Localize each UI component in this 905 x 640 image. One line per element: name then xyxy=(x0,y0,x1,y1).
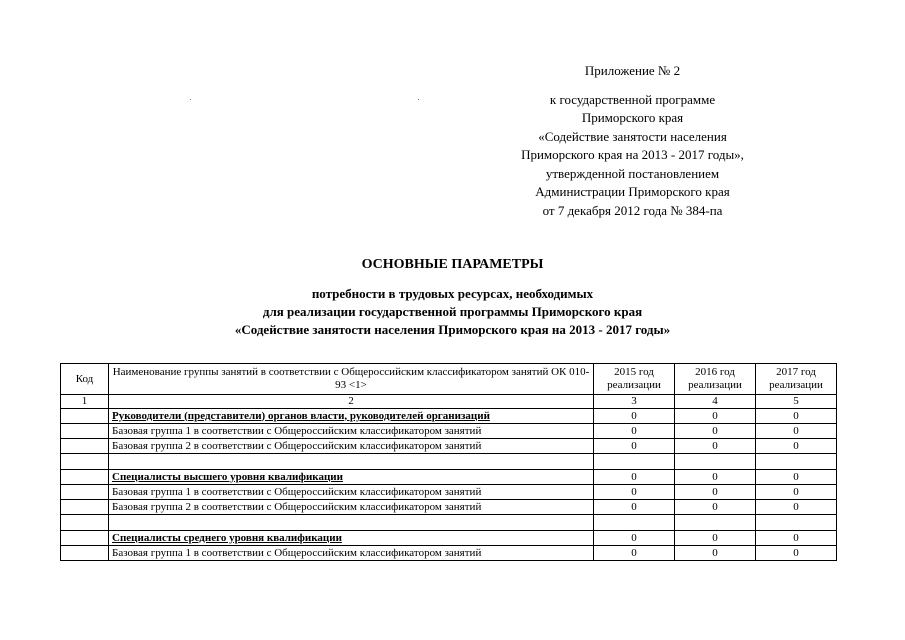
cell-2015 xyxy=(594,515,675,531)
cell-code xyxy=(61,424,109,439)
column-number: 5 xyxy=(756,395,837,409)
appendix-block xyxy=(480,62,785,220)
cell-2017: 0 xyxy=(756,531,837,546)
table-row xyxy=(61,470,837,485)
cell-2017: 0 xyxy=(756,439,837,454)
cell-2017: 0 xyxy=(756,424,837,439)
scan-speck xyxy=(190,99,191,100)
cell-2016: 0 xyxy=(675,424,756,439)
cell-2017: 0 xyxy=(756,470,837,485)
cell-code xyxy=(61,439,109,454)
header-2016: 2016 год реализации xyxy=(675,364,756,395)
column-number: 1 xyxy=(61,395,109,409)
cell-2015: 0 xyxy=(594,424,675,439)
header-2017: 2017 год реализации xyxy=(756,364,837,395)
cell-code xyxy=(61,500,109,515)
table-header-row xyxy=(61,364,837,395)
cell-2015 xyxy=(594,454,675,470)
cell-code xyxy=(61,515,109,531)
column-number: 3 xyxy=(594,395,675,409)
cell-2016 xyxy=(675,515,756,531)
table-row xyxy=(61,531,837,546)
parameters-table xyxy=(60,363,837,561)
cell-2015: 0 xyxy=(594,531,675,546)
cell-2016: 0 xyxy=(675,531,756,546)
header-name: Наименование группы занятий в соответствии с Общероссийским классификатором занятий ОК 010-93 <1> xyxy=(109,364,594,395)
header-2015: 2015 год реализации xyxy=(594,364,675,395)
cell-name: Базовая группа 2 в соответствии с Общероссийским классификатором занятий xyxy=(109,500,594,515)
cell-name: Базовая группа 2 в соответствии с Общероссийским классификатором занятий xyxy=(109,439,594,454)
cell-code xyxy=(61,531,109,546)
appendix-line: к государственной программе xyxy=(549,91,716,107)
appendix-line: утвержденной постановлением xyxy=(545,165,720,181)
cell-name: Специалисты среднего уровня квалификации xyxy=(109,531,594,546)
document-subtitle xyxy=(0,285,905,339)
cell-name xyxy=(109,454,594,470)
appendix-line: Администрации Приморского края xyxy=(535,184,730,199)
cell-code xyxy=(61,454,109,470)
appendix-line: от 7 декабря 2012 года № 384-па xyxy=(542,202,723,218)
appendix-number: Приложение № 2 xyxy=(584,63,681,78)
table-row xyxy=(61,424,837,439)
cell-name xyxy=(109,515,594,531)
cell-code xyxy=(61,546,109,561)
cell-2016: 0 xyxy=(675,485,756,500)
cell-2017: 0 xyxy=(756,485,837,500)
column-number: 4 xyxy=(675,395,756,409)
cell-2016: 0 xyxy=(675,409,756,424)
appendix-line: «Содействие занятости населения xyxy=(538,128,727,144)
cell-2017 xyxy=(756,515,837,531)
cell-name: Руководители (представители) органов власти, руководителей организаций xyxy=(109,409,594,424)
table-row xyxy=(61,439,837,454)
table-row xyxy=(61,454,837,470)
subtitle-line: для реализации государственной программы Приморского края xyxy=(262,304,643,319)
subtitle-line: потребности в трудовых ресурсах, необходимых xyxy=(311,286,594,301)
table-row xyxy=(61,515,837,531)
cell-name: Базовая группа 1 в соответствии с Общероссийским классификатором занятий xyxy=(109,424,594,439)
scan-speck xyxy=(418,99,419,100)
cell-2015: 0 xyxy=(594,470,675,485)
cell-2016: 0 xyxy=(675,546,756,561)
cell-2015: 0 xyxy=(594,500,675,515)
cell-name: Базовая группа 1 в соответствии с Общероссийским классификатором занятий xyxy=(109,546,594,561)
cell-2015: 0 xyxy=(594,439,675,454)
cell-2015: 0 xyxy=(594,409,675,424)
cell-2016 xyxy=(675,454,756,470)
subtitle-line: «Содействие занятости населения Приморского края на 2013 - 2017 годы» xyxy=(234,322,671,337)
cell-2015: 0 xyxy=(594,485,675,500)
cell-code xyxy=(61,470,109,485)
cell-code xyxy=(61,409,109,424)
table-row xyxy=(61,546,837,561)
table-row xyxy=(61,485,837,500)
cell-2016: 0 xyxy=(675,500,756,515)
cell-code xyxy=(61,485,109,500)
document-title: ОСНОВНЫЕ ПАРАМЕТРЫ xyxy=(361,257,544,272)
cell-2017: 0 xyxy=(756,500,837,515)
cell-2017: 0 xyxy=(756,409,837,424)
cell-2016: 0 xyxy=(675,470,756,485)
cell-2017 xyxy=(756,454,837,470)
column-number: 2 xyxy=(109,395,594,409)
appendix-line: Приморского края на 2013 - 2017 годы», xyxy=(521,147,744,162)
table-row xyxy=(61,500,837,515)
cell-name: Базовая группа 1 в соответствии с Общероссийским классификатором занятий xyxy=(109,485,594,500)
cell-2015: 0 xyxy=(594,546,675,561)
table-row xyxy=(61,409,837,424)
cell-name: Специалисты высшего уровня квалификации xyxy=(109,470,594,485)
cell-2017: 0 xyxy=(756,546,837,561)
cell-2016: 0 xyxy=(675,439,756,454)
column-numbering-row xyxy=(61,395,837,409)
header-code: Код xyxy=(61,364,109,395)
appendix-line: Приморского края xyxy=(581,110,684,125)
